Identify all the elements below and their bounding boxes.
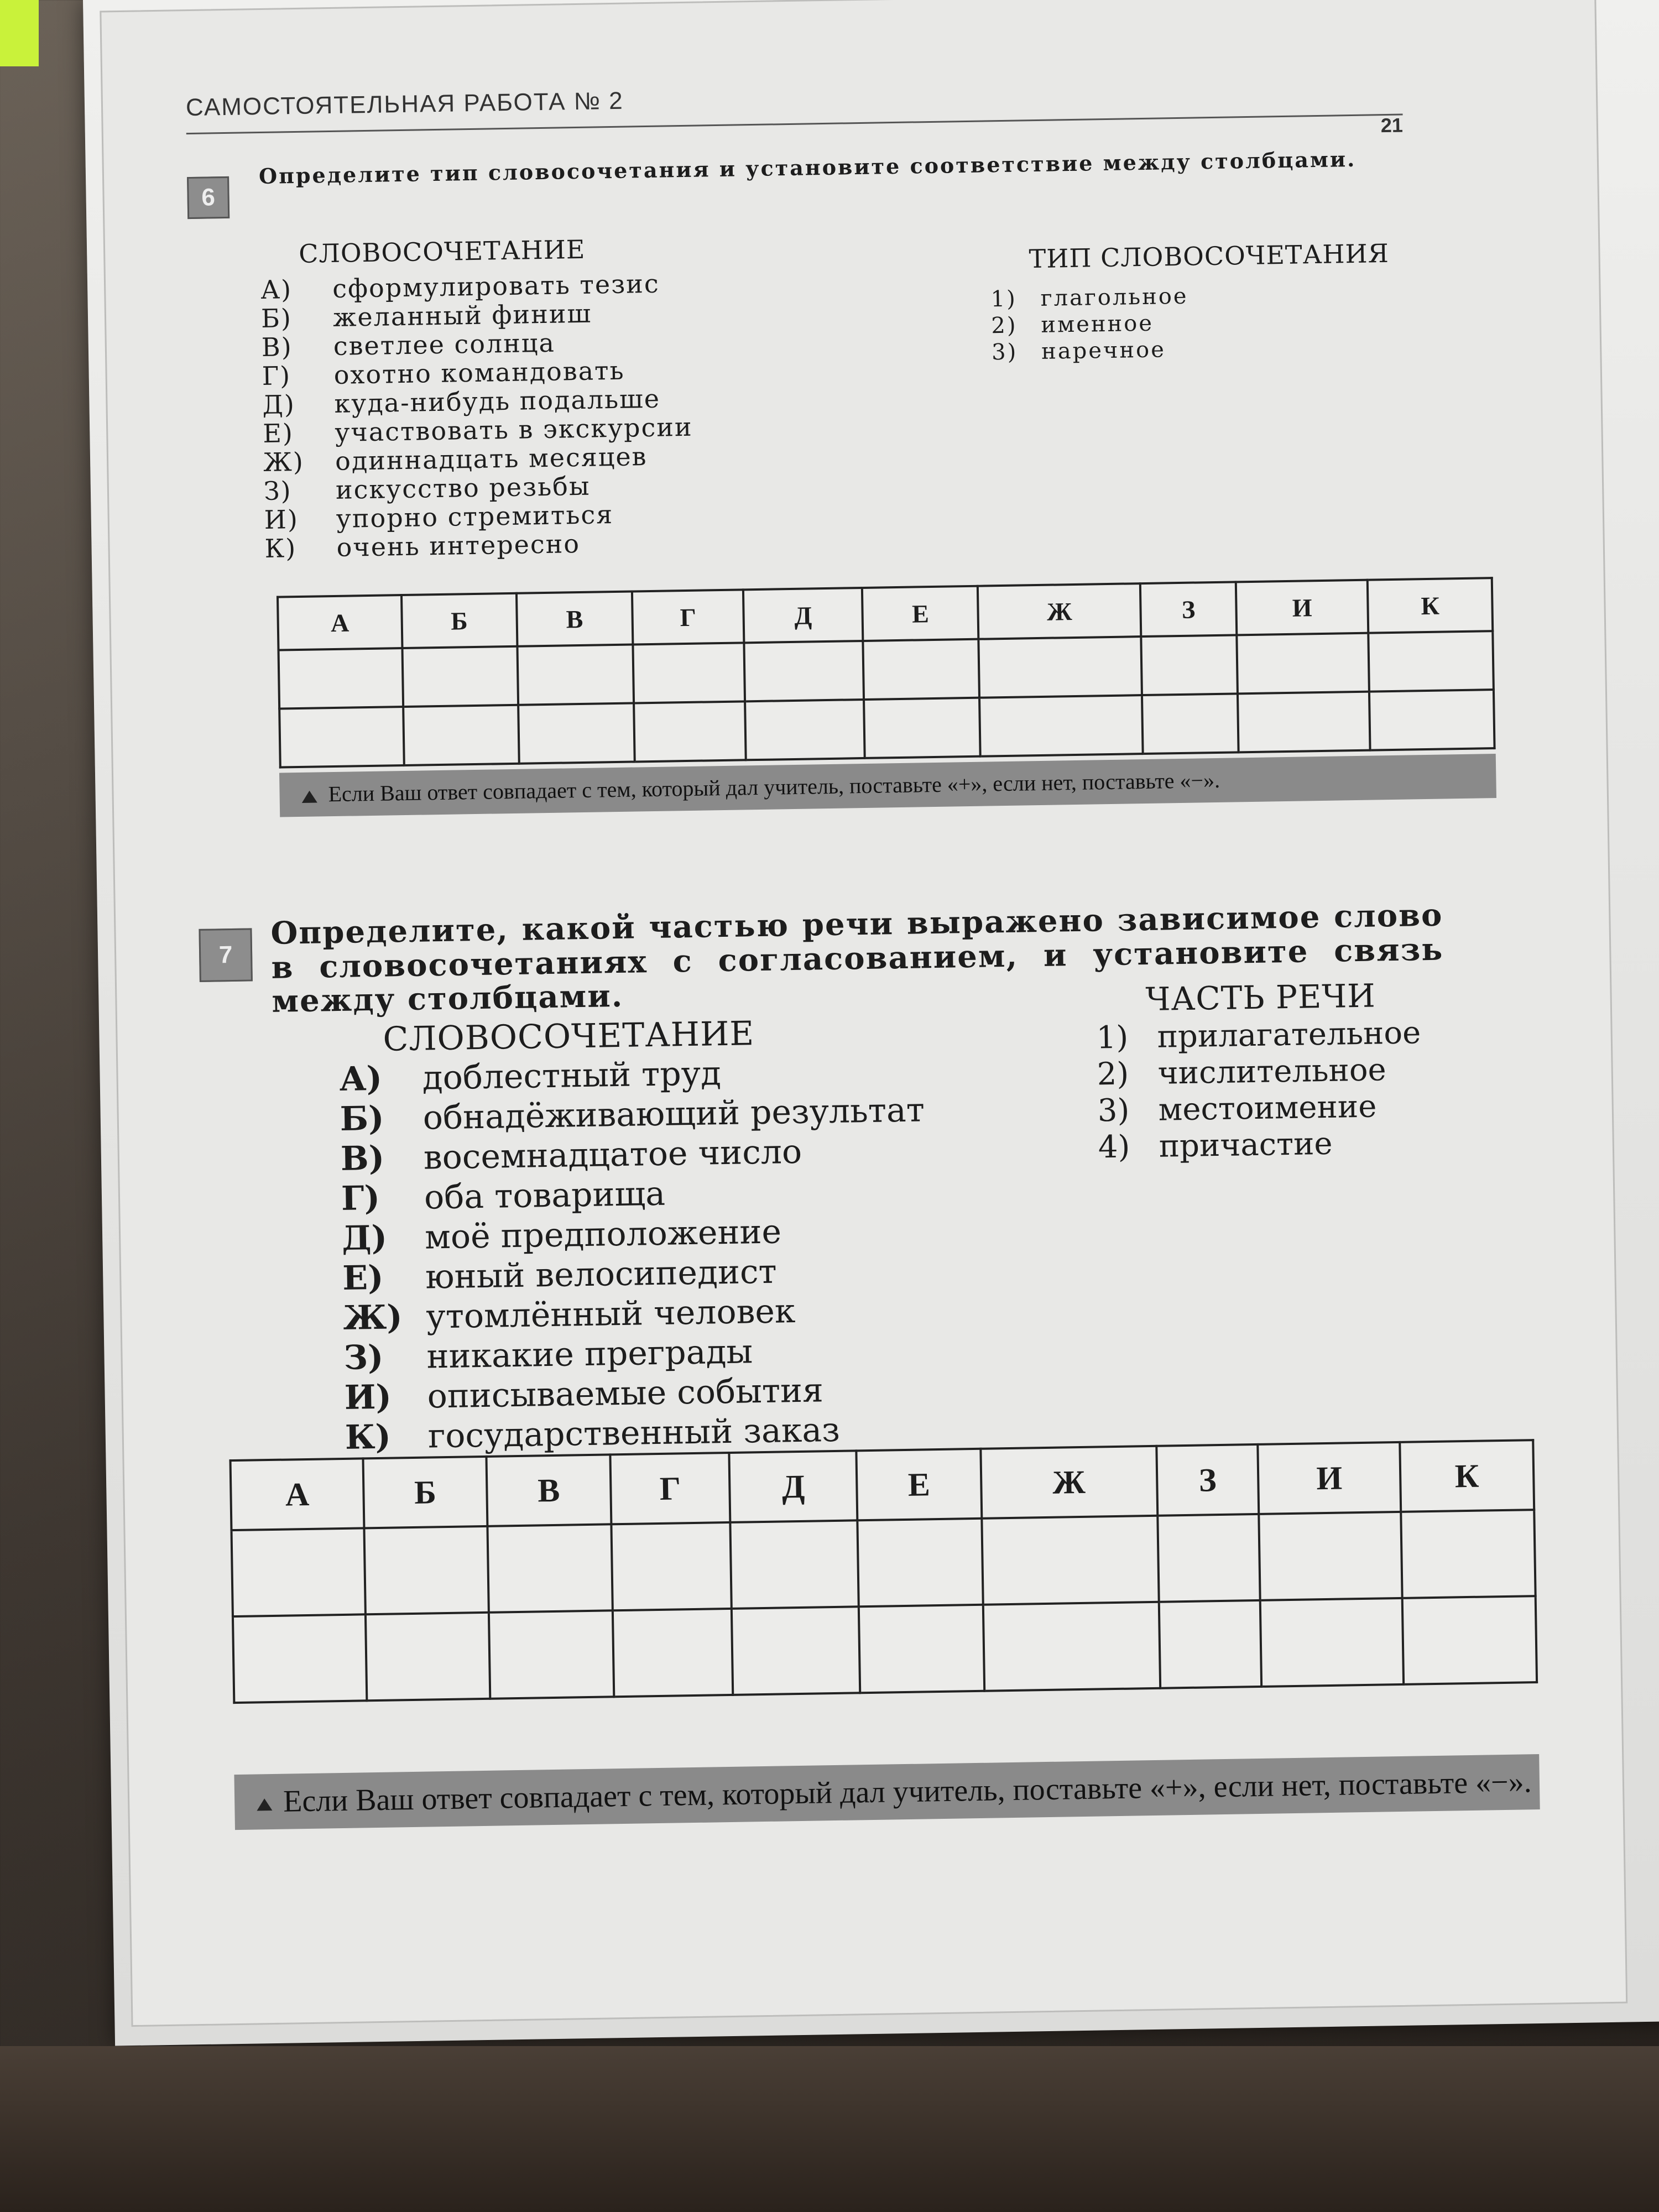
item-number: 3): [1097, 1092, 1130, 1129]
check-cell[interactable]: [732, 1606, 860, 1695]
task-prompt: Определите, какой частью речи выражено зависимое слово в словосочетаниях с согласованием, и установите связь между столбцами.: [270, 896, 1444, 1020]
check-cell[interactable]: [1238, 692, 1370, 753]
table-header-cell: И: [1258, 1442, 1401, 1514]
item-text: моё предположение: [424, 1212, 782, 1257]
check-cell[interactable]: [518, 703, 635, 764]
item-text: местоимение: [1158, 1088, 1377, 1128]
answer-cell[interactable]: [633, 643, 745, 703]
item-text: куда-нибудь подальше: [334, 383, 661, 419]
list-item: [1097, 1088, 1422, 1129]
item-text: прилагательное: [1157, 1015, 1421, 1055]
item-letter: И): [264, 504, 299, 535]
answer-cell[interactable]: [731, 1520, 859, 1609]
self-check-note: [234, 1754, 1540, 1830]
item-text: юный велосипедист: [425, 1252, 778, 1297]
item-text: никакие преграды: [426, 1332, 753, 1376]
item-letter: Д): [341, 1218, 388, 1258]
item-text: наречное: [1041, 337, 1166, 364]
item-letter: Ж): [342, 1298, 403, 1338]
item-number: 2): [991, 312, 1018, 339]
check-cell[interactable]: [1402, 1596, 1537, 1684]
item-text: обнадёживающий результат: [422, 1091, 925, 1138]
check-cell[interactable]: [1159, 1600, 1262, 1688]
task-7: [198, 877, 1532, 1869]
item-letter: Ж): [263, 446, 305, 477]
part-of-speech-list: [1096, 1015, 1423, 1166]
table-header-cell: Г: [610, 1453, 730, 1524]
item-number: 1): [1096, 1019, 1129, 1056]
item-text: причастие: [1159, 1125, 1333, 1165]
item-text: восемнадцатое число: [423, 1132, 802, 1177]
item-text: доблестный труд: [422, 1054, 722, 1098]
page-header: [185, 75, 1404, 137]
item-text: описываемые события: [427, 1371, 824, 1416]
check-cell[interactable]: [233, 1614, 367, 1703]
list-item: [990, 283, 1188, 313]
check-cell[interactable]: [1369, 690, 1494, 750]
item-number: 2): [1097, 1056, 1129, 1093]
item-text: одиннадцать месяцев: [335, 441, 648, 476]
answer-cell[interactable]: [982, 1516, 1159, 1605]
table-header-cell: Б: [363, 1457, 487, 1528]
item-number: 3): [991, 339, 1018, 366]
check-cell[interactable]: [489, 1610, 614, 1699]
answer-cell[interactable]: [1157, 1514, 1260, 1602]
item-letter: Е): [262, 418, 294, 448]
answer-cell[interactable]: [517, 645, 634, 705]
item-letter: Е): [342, 1258, 384, 1298]
item-letter: З): [263, 476, 293, 506]
task-number-badge: 6: [187, 176, 229, 219]
page-title: САМОСТОЯТЕЛЬНАЯ РАБОТА № 2: [185, 87, 624, 122]
item-letter: Г): [262, 361, 291, 391]
table-header-cell: Г: [632, 589, 744, 644]
item-number: 1): [990, 286, 1018, 312]
item-letter: Б): [340, 1099, 385, 1139]
list-item: [992, 336, 1190, 366]
list-item: [263, 441, 693, 477]
table-header-cell: К: [1400, 1440, 1534, 1512]
list-item: [1097, 1051, 1422, 1093]
check-cell[interactable]: [859, 1605, 984, 1693]
item-text: оба товарища: [424, 1174, 666, 1217]
list-item: [991, 310, 1189, 340]
right-column-heading: ТИП СЛОВОСОЧЕТАНИЯ: [1029, 238, 1390, 274]
item-text: охотно командовать: [333, 355, 625, 390]
item-text: числительное: [1157, 1052, 1387, 1092]
answer-cell[interactable]: [744, 641, 864, 701]
check-cell[interactable]: [1260, 1598, 1404, 1687]
item-text: именное: [1041, 310, 1154, 338]
item-text: очень интересно: [336, 529, 581, 562]
check-cell[interactable]: [613, 1609, 733, 1697]
answer-cell[interactable]: [402, 646, 518, 707]
check-cell[interactable]: [279, 707, 404, 768]
triangle-icon: [302, 790, 317, 802]
check-cell[interactable]: [403, 705, 519, 765]
note-text: Если Ваш ответ совпадает с тем, который дал учитель, поставьте «+», если нет, поставьте «−».: [283, 1765, 1532, 1819]
task-6: [187, 147, 1442, 885]
answer-cell[interactable]: [1401, 1510, 1536, 1598]
list-item: [1096, 1015, 1421, 1056]
item-text: светлее солнца: [333, 327, 556, 361]
answer-cell[interactable]: [231, 1528, 366, 1616]
answer-cell[interactable]: [858, 1519, 983, 1607]
item-text: утомлённый человек: [425, 1292, 796, 1337]
list-item: [260, 269, 691, 304]
item-letter: З): [343, 1338, 384, 1378]
item-letter: Д): [262, 389, 296, 420]
answer-cell[interactable]: [1141, 635, 1238, 695]
table-header-cell: В: [517, 592, 633, 646]
list-item: [1098, 1124, 1423, 1166]
phrase-list: [339, 1050, 930, 1458]
item-text: участвовать в экскурсии: [334, 411, 693, 447]
answer-cell[interactable]: [863, 639, 980, 700]
item-letter: А): [339, 1059, 383, 1099]
check-cell[interactable]: [1142, 693, 1238, 754]
answer-cell[interactable]: [979, 637, 1142, 698]
table-header-cell: И: [1236, 580, 1369, 635]
answer-cell[interactable]: [611, 1522, 732, 1610]
check-cell[interactable]: [366, 1613, 490, 1700]
worksheet-page: [83, 0, 1659, 2046]
left-column-heading: СЛОВОСОЧЕТАНИЕ: [298, 234, 586, 269]
item-letter: Б): [260, 303, 293, 334]
item-letter: В): [340, 1139, 385, 1178]
check-cell[interactable]: [983, 1602, 1160, 1691]
task-number-badge: 7: [199, 928, 252, 982]
desk-surface: [0, 2046, 1659, 2212]
answer-cell[interactable]: [1369, 631, 1494, 692]
table-header-cell: Б: [401, 593, 517, 648]
page-number: 21: [1380, 113, 1404, 137]
phrase-list: [260, 269, 695, 563]
left-column-heading: СЛОВОСОЧЕТАНИЕ: [383, 1014, 755, 1059]
item-text: глагольное: [1040, 283, 1188, 311]
answer-cell[interactable]: [487, 1524, 613, 1613]
right-column-heading: ЧАСТЬ РЕЧИ: [1145, 977, 1376, 1019]
sticky-note: [0, 0, 39, 66]
item-letter: К): [345, 1417, 392, 1457]
list-item: [264, 528, 695, 563]
table-header-cell: А: [231, 1458, 364, 1530]
check-cell[interactable]: [745, 700, 864, 760]
item-letter: Г): [341, 1178, 380, 1218]
table-header-cell: Е: [857, 1449, 982, 1521]
task-prompt: Определите тип словосочетания и установите соответствие между столбцами.: [258, 146, 1357, 189]
item-letter: И): [344, 1378, 392, 1417]
answer-cell[interactable]: [1237, 633, 1369, 694]
inner-sheet: [100, 0, 1627, 2027]
item-letter: К): [264, 533, 297, 564]
triangle-icon: [257, 1798, 272, 1811]
table-header-cell: З: [1156, 1444, 1259, 1516]
answer-cell[interactable]: [1259, 1512, 1402, 1600]
check-cell[interactable]: [634, 701, 746, 761]
table-header-cell: В: [486, 1454, 611, 1526]
item-text: сформулировать тезис: [332, 268, 660, 304]
answer-cell[interactable]: [279, 648, 403, 709]
item-text: упорно стремиться: [336, 499, 614, 534]
table-header-cell: К: [1368, 578, 1493, 633]
item-letter: А): [260, 274, 293, 305]
note-text: Если Ваш ответ совпадает с тем, который дал учитель, поставьте «+», если нет, поставьте «−».: [328, 767, 1220, 807]
table-header-cell: Е: [862, 586, 979, 641]
table-header-cell: Д: [743, 588, 863, 643]
item-text: искусство резьбы: [335, 471, 591, 505]
check-cell[interactable]: [864, 698, 980, 758]
table-header-cell: Д: [729, 1451, 858, 1522]
table-header-cell: Ж: [978, 583, 1141, 639]
table-header-cell: З: [1140, 582, 1237, 637]
item-number: 4): [1098, 1129, 1130, 1166]
answer-table: [229, 1439, 1538, 1704]
item-text: государственный заказ: [427, 1410, 841, 1456]
table-header-cell: А: [278, 595, 402, 650]
item-letter: В): [261, 332, 293, 363]
answer-table: [276, 577, 1496, 769]
item-text: желанный финиш: [332, 298, 592, 332]
answer-cell[interactable]: [364, 1526, 489, 1614]
check-cell[interactable]: [979, 695, 1142, 757]
type-list: [990, 283, 1189, 366]
table-header-cell: Ж: [980, 1446, 1157, 1519]
